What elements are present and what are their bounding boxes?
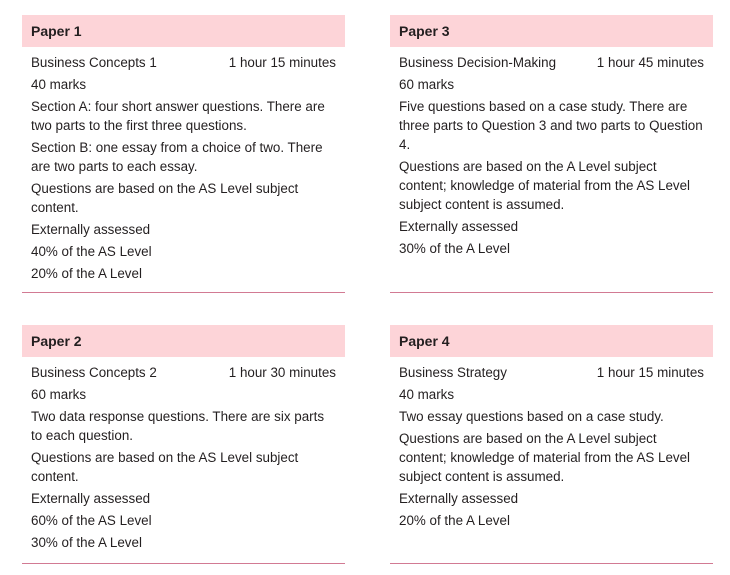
paper-2-card <box>22 325 345 564</box>
paper-4-duration: 1 hour 15 minutes <box>596 365 704 380</box>
paper-4-content: Questions are based on the A Level subject content; knowledge of material from the AS Level subject content is assumed. <box>399 431 691 484</box>
paper-2-description: Two data response questions. There are six parts to each question. <box>31 409 325 443</box>
paper-1-card <box>22 15 345 293</box>
paper-2-marks: 60 marks <box>31 387 87 402</box>
paper-1-marks: 40 marks <box>31 77 87 92</box>
paper-1-a-weight: 20% of the A Level <box>31 266 142 281</box>
paper-4-description: Two essay questions based on a case study. <box>399 409 664 424</box>
paper-3-duration: 1 hour 45 minutes <box>596 55 704 70</box>
paper-4-card <box>390 325 713 564</box>
paper-1-content: Questions are based on the AS Level subject content. <box>31 181 299 215</box>
paper-3-description: Five questions based on a case study. There are three parts to Question 3 and two parts to Question 4. <box>399 99 703 152</box>
paper-2-duration: 1 hour 30 minutes <box>228 365 336 380</box>
paper-3-assessment: Externally assessed <box>399 219 519 234</box>
paper-3-marks: 60 marks <box>399 77 455 92</box>
paper-3-content: Questions are based on the A Level subject content; knowledge of material from the AS Level subject content is assumed. <box>399 159 691 212</box>
paper-1-section-a: Section A: four short answer questions. There are two parts to the first three questions. <box>31 99 325 133</box>
paper-2-a-weight: 30% of the A Level <box>31 535 142 550</box>
paper-2-name: Business Concepts 2 <box>31 365 157 380</box>
paper-1-name: Business Concepts 1 <box>31 55 157 70</box>
paper-2-assessment: Externally assessed <box>31 491 151 506</box>
paper-1-as-weight: 40% of the AS Level <box>31 244 152 259</box>
paper-3-card <box>390 15 713 293</box>
paper-1-assessment: Externally assessed <box>31 222 151 237</box>
paper-1-header: Paper 1 <box>22 15 345 47</box>
paper-1-duration: 1 hour 15 minutes <box>228 55 336 70</box>
paper-1-section-b: Section B: one essay from a choice of two. There are two parts to each essay. <box>31 140 323 174</box>
paper-2-content: Questions are based on the AS Level subject content. <box>31 450 299 484</box>
paper-4-a-weight: 20% of the A Level <box>399 513 510 528</box>
paper-4-header: Paper 4 <box>390 325 713 357</box>
paper-4-assessment: Externally assessed <box>399 491 519 506</box>
paper-3-header: Paper 3 <box>390 15 713 47</box>
paper-2-as-weight: 60% of the AS Level <box>31 513 152 528</box>
paper-3-a-weight: 30% of the A Level <box>399 241 510 256</box>
paper-4-marks: 40 marks <box>399 387 455 402</box>
paper-4-name: Business Strategy <box>399 365 507 380</box>
paper-3-name: Business Decision-Making <box>399 55 557 70</box>
paper-2-header: Paper 2 <box>22 325 345 357</box>
